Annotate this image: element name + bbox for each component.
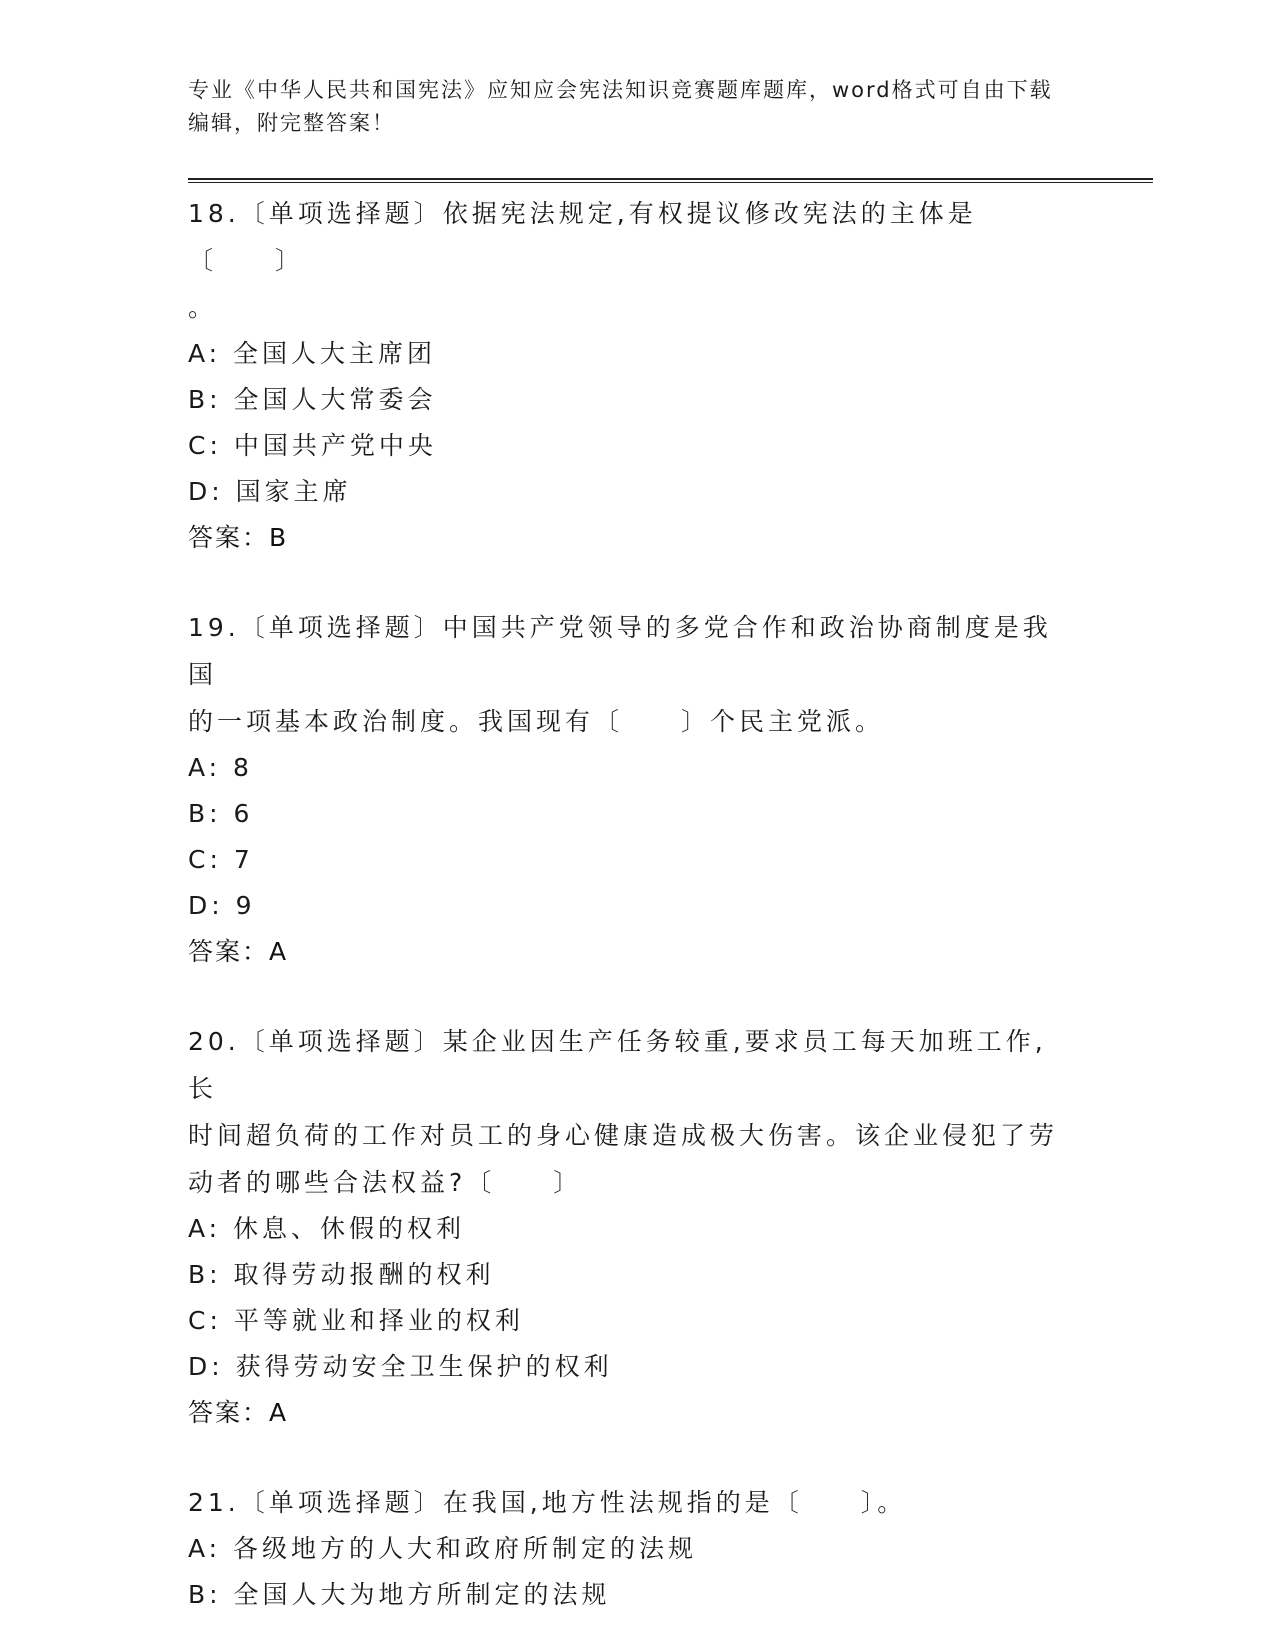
option-b: B: 取得劳动报酬的权利 bbox=[188, 1260, 495, 1289]
question-stem-line: 19.〔单项选择题〕中国共产党领导的多党合作和政治协商制度是我国 bbox=[188, 613, 1052, 689]
question-stem-line: 。 bbox=[188, 293, 218, 322]
option-b: B: 全国人大常委会 bbox=[188, 385, 437, 414]
question-spacer bbox=[188, 1436, 1068, 1479]
question-stem-line: 20.〔单项选择题〕某企业因生产任务较重,要求员工每天加班工作,长 bbox=[188, 1027, 1047, 1103]
option-c: C: 平等就业和择业的权利 bbox=[188, 1306, 524, 1335]
question-list bbox=[188, 190, 1068, 1618]
document-header: 专业《中华人民共和国宪法》应知应会宪法知识竞赛题库题库，word格式可自由下载编辑，附完整答案！ bbox=[188, 78, 1053, 135]
question-stem-line: 18.〔单项选择题〕依据宪法规定,有权提议修改宪法的主体是〔 〕 bbox=[188, 199, 977, 275]
header-divider bbox=[188, 178, 1153, 183]
option-b: B: 6 bbox=[188, 799, 254, 828]
option-a: A: 全国人大主席团 bbox=[188, 339, 437, 368]
option-c: C: 中国共产党中央 bbox=[188, 431, 437, 460]
option-a: A: 休息、休假的权利 bbox=[188, 1214, 466, 1243]
question-spacer bbox=[188, 561, 1068, 604]
answer-line: 答案：B bbox=[188, 523, 289, 552]
answer-line: 答案：A bbox=[188, 937, 289, 966]
option-d: D: 获得劳动安全卫生保护的权利 bbox=[188, 1352, 613, 1381]
question-18 bbox=[188, 190, 1068, 561]
option-a: A: 各级地方的人大和政府所制定的法规 bbox=[188, 1534, 698, 1563]
answer-line: 答案：A bbox=[188, 1398, 289, 1427]
question-spacer bbox=[188, 975, 1068, 1018]
option-d: D: 9 bbox=[188, 891, 256, 920]
option-b: B: 全国人大为地方所制定的法规 bbox=[188, 1580, 611, 1609]
option-c: C: 7 bbox=[188, 845, 254, 874]
question-stem-line: 的一项基本政治制度。我国现有〔 〕个民主党派。 bbox=[188, 707, 885, 736]
question-21 bbox=[188, 1479, 1068, 1618]
question-stem-line: 时间超负荷的工作对员工的身心健康造成极大伤害。该企业侵犯了劳 bbox=[188, 1121, 1059, 1150]
question-stem-line: 21.〔单项选择题〕在我国,地方性法规指的是〔 〕。 bbox=[188, 1488, 907, 1517]
option-d: D: 国家主席 bbox=[188, 477, 352, 506]
question-20 bbox=[188, 1018, 1068, 1436]
question-stem-line: 动者的哪些合法权益?〔 〕 bbox=[188, 1168, 583, 1197]
question-19 bbox=[188, 604, 1068, 975]
option-a: A: 8 bbox=[188, 753, 253, 782]
